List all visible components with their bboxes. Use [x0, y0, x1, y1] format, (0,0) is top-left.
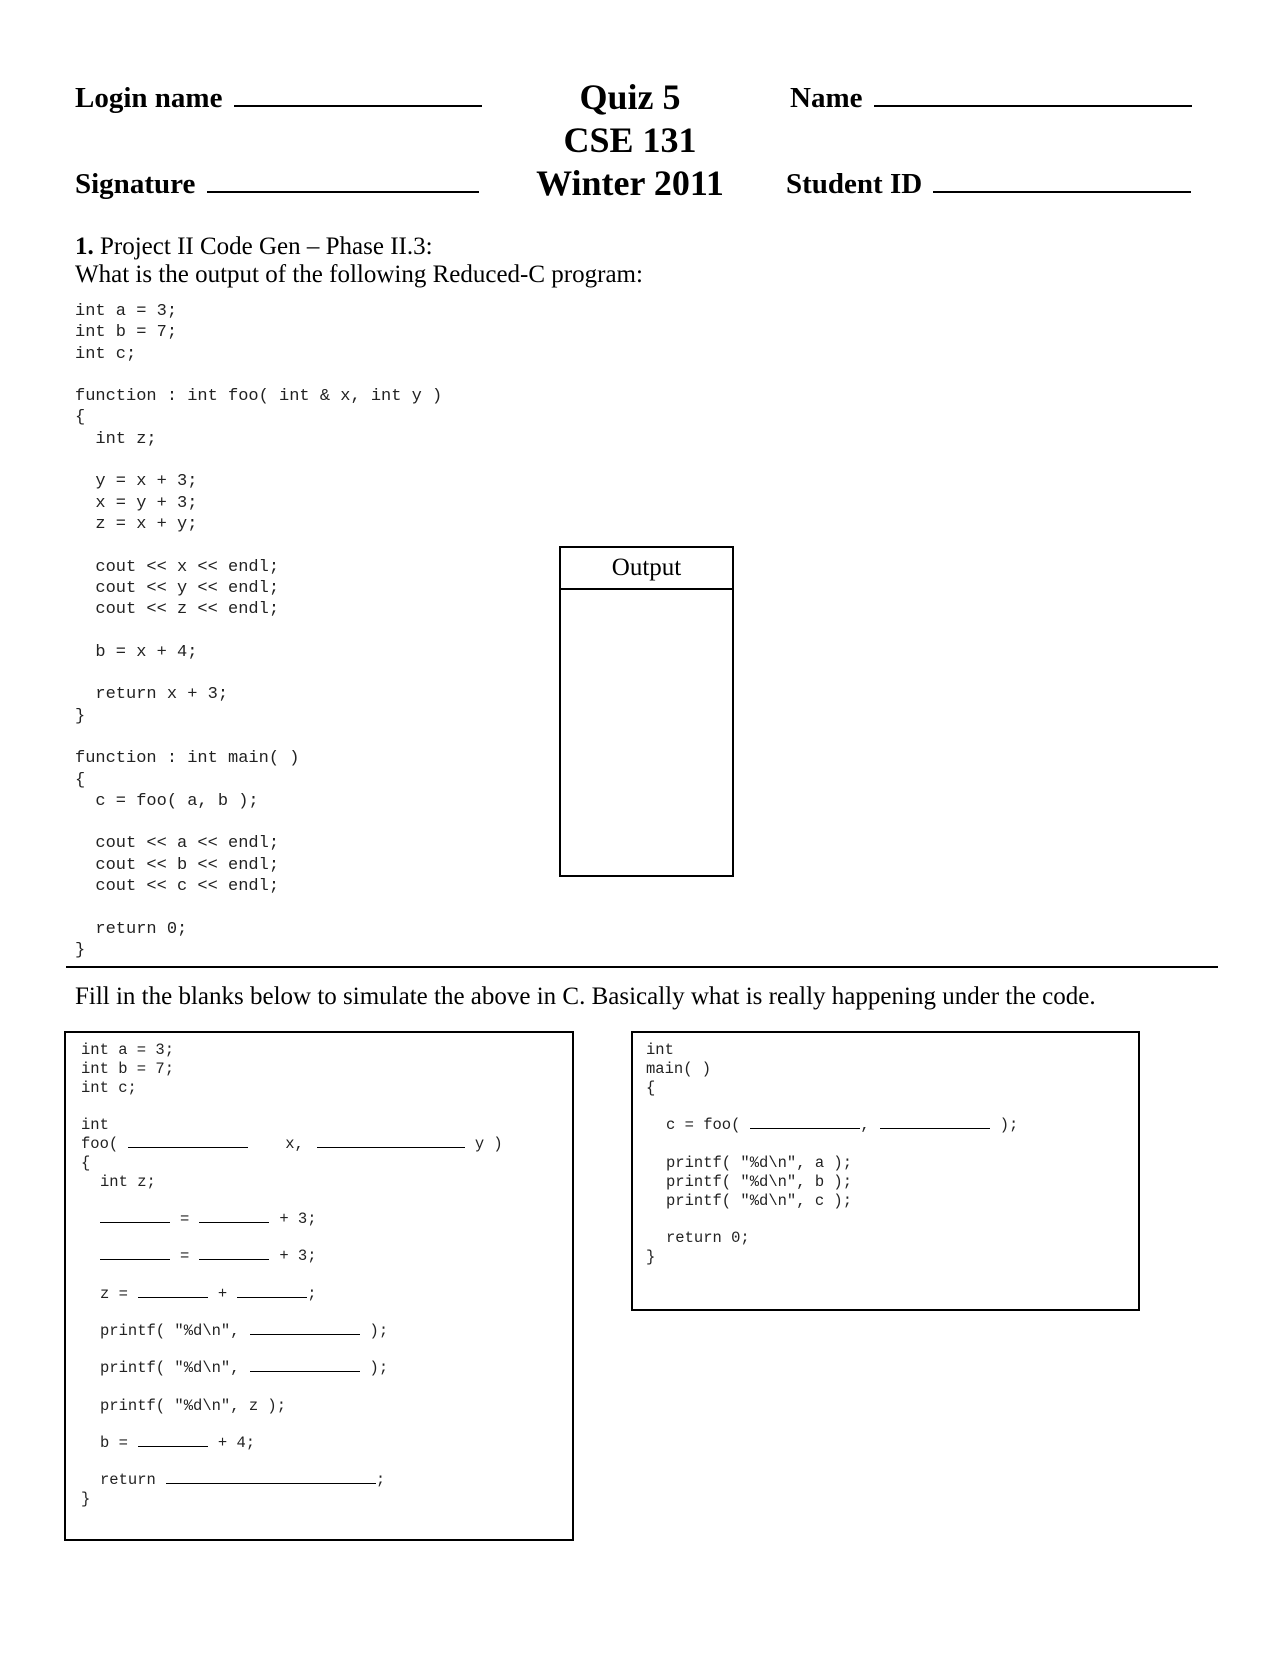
equals-1: = [180, 1210, 190, 1228]
login-name-label: Login name [75, 82, 223, 114]
y-type-blank[interactable] [317, 1135, 465, 1148]
term-title: Winter 2011 [536, 163, 724, 203]
student-id-field[interactable] [786, 168, 1191, 201]
foo-arg2-blank[interactable] [880, 1116, 990, 1129]
assign-x-rhs-blank[interactable] [199, 1247, 269, 1260]
assign-y-rhs-blank[interactable] [199, 1210, 269, 1223]
y-param: y ) [474, 1135, 503, 1153]
question-title: Project II Code Gen – Phase II.3: [100, 233, 433, 260]
call-foo-line [666, 1116, 1018, 1134]
name-field[interactable] [790, 82, 1192, 115]
quiz-title: Quiz 5 [579, 77, 681, 117]
course-title: CSE 131 [563, 120, 697, 160]
output-answer-area[interactable] [561, 590, 732, 877]
return-semicolon: ; [375, 1471, 386, 1489]
plus3-1: + 3; [279, 1210, 317, 1228]
c-globals: int a = 3; int b = 7; int c; [81, 1041, 175, 1097]
printf-x-prefix: printf( "%d\n", [100, 1322, 240, 1340]
arg-comma: , [860, 1116, 870, 1134]
login-name-blank[interactable] [234, 105, 482, 107]
reduced-c-code: int a = 3; int b = 7; int c; function : int foo( int & x, int y ) { int z; y = x + 3; x = y + 3; z = x + y; cout << x << endl; cout << y << endl; cout << z << endl; b = x + 4; return x + 3; } function : int main( ) { c = foo( a, b ); cout << a << endl; cout << b << endl; cout << c << endl; return 0; } [75, 302, 443, 960]
student-id-label: Student ID [786, 168, 923, 200]
printf-y-prefix: printf( "%d\n", [100, 1359, 240, 1377]
fill-in-instruction: Fill in the blanks below to simulate the above in C. Basically what is really happening under the code. [75, 983, 1096, 1010]
printf-x-line [100, 1322, 388, 1340]
output-box [559, 546, 734, 877]
z-operand1-blank[interactable] [138, 1285, 208, 1298]
question-prompt: What is the output of the following Reduced-C program: [75, 261, 643, 288]
main-header: int main( ) { [646, 1041, 712, 1097]
assign-x-line [100, 1247, 317, 1265]
printf-z-line: printf( "%d\n", z ); [100, 1397, 287, 1415]
foo-return-type: int [81, 1116, 109, 1134]
assign-y-lhs-blank[interactable] [100, 1210, 170, 1223]
int-z-decl: int z; [100, 1173, 156, 1191]
b-operand-blank[interactable] [138, 1434, 208, 1447]
student-id-blank[interactable] [933, 191, 1191, 193]
foo-arg1-blank[interactable] [750, 1116, 860, 1129]
x-type-blank[interactable] [128, 1135, 248, 1148]
plus-z: + [217, 1285, 228, 1303]
name-label: Name [790, 82, 863, 114]
foo-brace-open: { [81, 1154, 91, 1172]
z-operand2-blank[interactable] [237, 1285, 307, 1298]
printf-y-close: ); [369, 1359, 389, 1377]
plus3-2: + 3; [279, 1247, 317, 1265]
assign-b-line [100, 1434, 255, 1452]
question-number: 1. [75, 233, 94, 260]
main-return: return 0; [666, 1229, 750, 1247]
call-close: ); [999, 1116, 1019, 1134]
login-name-field[interactable] [75, 82, 482, 115]
signature-label: Signature [75, 168, 196, 200]
return-line [100, 1471, 385, 1489]
signature-blank[interactable] [207, 191, 479, 193]
plus4: + 4; [217, 1434, 256, 1452]
signature-field[interactable] [75, 168, 479, 201]
printf-x-close: ); [369, 1322, 389, 1340]
foo-brace-close: } [81, 1490, 91, 1508]
question-heading [75, 233, 433, 261]
c-eq-foo: c = foo( [666, 1116, 741, 1134]
section-divider [66, 966, 1218, 968]
name-blank[interactable] [874, 105, 1192, 107]
z-semicolon: ; [307, 1285, 317, 1303]
quiz-title-block [500, 76, 760, 205]
main-brace-close: } [646, 1248, 656, 1266]
x-param: x, [285, 1135, 304, 1153]
return-kw: return [100, 1471, 156, 1489]
assign-y-line [100, 1210, 317, 1228]
printf-y-line [100, 1359, 388, 1377]
equals-2: = [180, 1247, 190, 1265]
return-expr-blank[interactable] [166, 1471, 376, 1484]
assign-z-line [100, 1285, 317, 1303]
z-eq: z = [100, 1285, 128, 1303]
output-label: Output [561, 548, 732, 590]
foo-signature-line [81, 1135, 503, 1153]
b-eq: b = [100, 1434, 128, 1452]
printf-y-blank[interactable] [250, 1359, 360, 1372]
assign-x-lhs-blank[interactable] [100, 1247, 170, 1260]
printf-x-blank[interactable] [250, 1322, 360, 1335]
foo-open: foo( [81, 1135, 119, 1153]
main-printfs: printf( "%d\n", a ); printf( "%d\n", b ); printf( "%d\n", c ); [666, 1154, 853, 1210]
